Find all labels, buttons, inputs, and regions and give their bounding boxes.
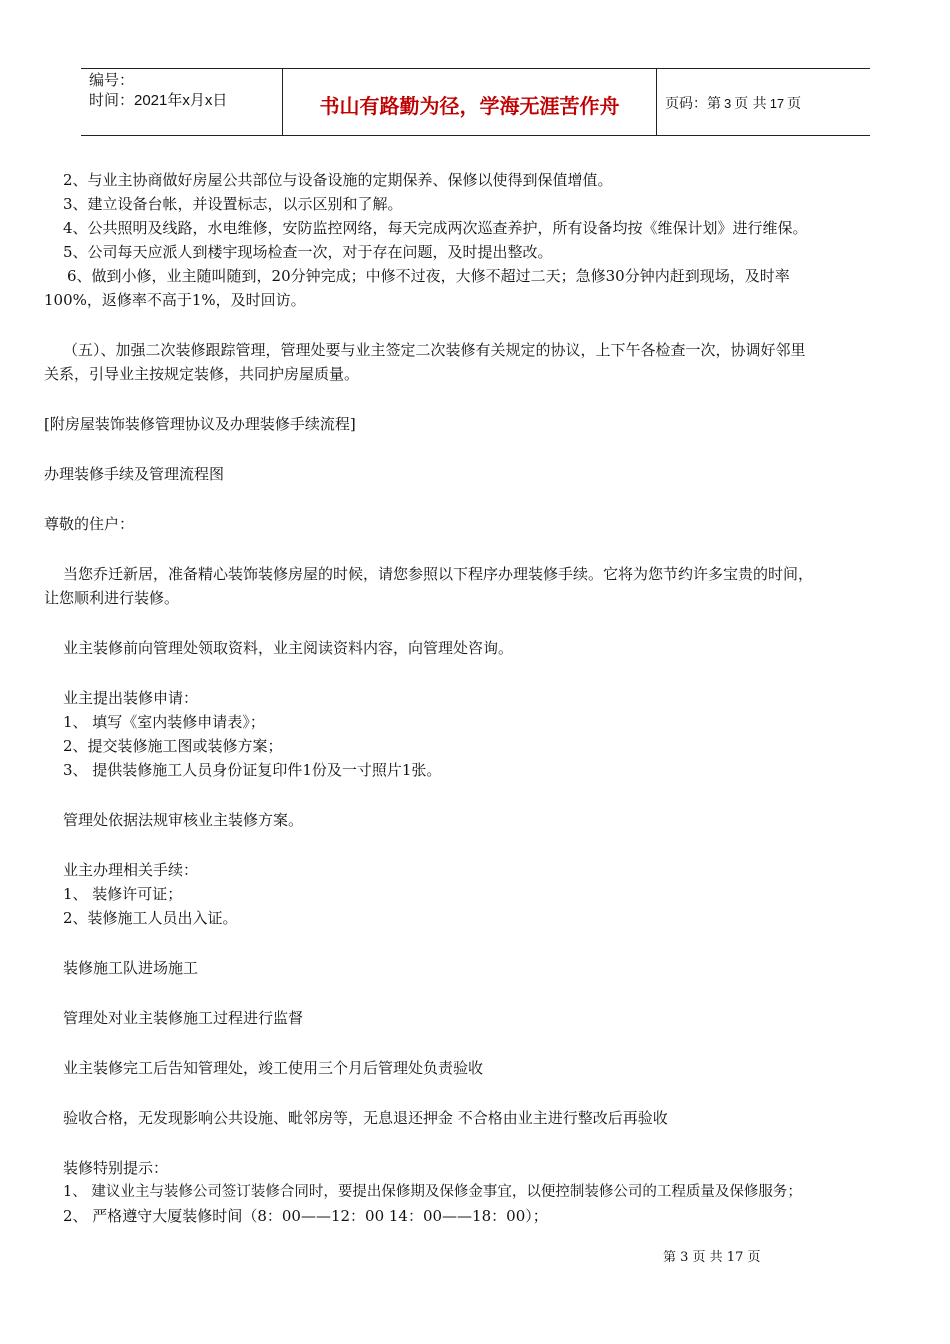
paragraph: （五）、加强二次装修跟踪管理，管理处要与业主签定二次装修有关规定的协议，上下午各检查一次，协调好邻里 [63,341,806,359]
list-item: 3、 提供装修施工人员身份证复印件1份及一寸照片1张。 [63,761,442,779]
header-motto: 书山有路勤为径，学海无涯苦作舟 [282,69,657,135]
header-meta [81,69,282,135]
paragraph: 让您顺利进行装修。 [44,589,180,607]
list-item: 1、 填写《室内装修申请表》； [63,713,265,731]
header-page-mid: 页 共 [734,96,767,112]
paragraph: 6、做到小修，业主随叫随到，20分钟完成；中修不过夜，大修不超过二天；急修30分钟内赶到现场，及时率 [67,267,790,285]
list-item: 2、提交装修施工图或装修方案； [63,737,283,755]
paragraph: 办理装修手续及管理流程图 [44,465,225,483]
paragraph: 100%，返修率不高于1%，及时回访。 [44,291,306,309]
paragraph: 关系，引导业主按规定装修，共同护房屋质量。 [44,365,360,383]
header-page-current: 3 [724,95,732,111]
header-date-label: 时间：2021年x月x日 [89,92,228,109]
document-body [44,168,910,1228]
paragraph: 4、公共照明及线路，水电维修，安防监控网络，每天完成两次巡查养护，所有设备均按《维保计划》进行维保。 [63,219,808,237]
list-item: 1、 装修许可证； [63,885,183,903]
paragraph: 验收合格，无发现影响公共设施、毗邻房等，无息退还押金 不合格由业主进行整改后再验收 [63,1109,668,1127]
list-item: 2、 严格遵守大厦装修时间（8：00——12：00 14：00——18：00）； [63,1207,548,1225]
header-page-prefix: 页码：第 [665,96,721,112]
list-item: 2、装修施工人员出入证。 [63,909,238,927]
paragraph: 业主办理相关手续： [63,861,199,879]
page-footer: 第 3 页 共 17 页 [663,1250,761,1265]
paragraph: 3、建立设备台帐，并设置标志，以示区别和了解。 [63,195,403,213]
paragraph: 业主装修完工后告知管理处，竣工使用三个月后管理处负责验收 [63,1059,484,1077]
paragraph: 当您乔迁新居，准备精心装饰装修房屋的时候，请您参照以下程序办理装修手续。它将为您节约许多宝贵的时间， [63,565,814,583]
header-page-total: 17 [769,95,785,111]
paragraph: 管理处对业主装修施工过程进行监督 [63,1009,304,1027]
header-page-info [657,69,870,135]
paragraph: 管理处依据法规审核业主装修方案。 [63,811,304,829]
list-item: 1、 建议业主与装修公司签订装修合同时，要提出保修期及保修金事宜，以便控制装修公司的工程质量及保修服务； [63,1184,802,1200]
paragraph: 业主提出装修申请： [63,689,199,707]
paragraph: 装修施工队进场施工 [63,959,199,977]
page-header [81,68,870,136]
paragraph: 尊敬的住户： [44,515,135,533]
header-page-suffix: 页 [787,96,802,112]
header-number-label: 编号： [89,72,135,89]
paragraph: 装修特别提示： [63,1159,169,1177]
paragraph: [附房屋装饰装修管理协议及办理装修手续流程] [44,415,356,433]
paragraph: 业主装修前向管理处领取资料，业主阅读资料内容，向管理处咨询。 [63,639,514,657]
paragraph: 2、与业主协商做好房屋公共部位与设备设施的定期保养、保修以使得到保值增值。 [63,171,613,189]
paragraph: 5、公司每天应派人到楼宇现场检查一次，对于存在问题，及时提出整改。 [63,243,553,261]
